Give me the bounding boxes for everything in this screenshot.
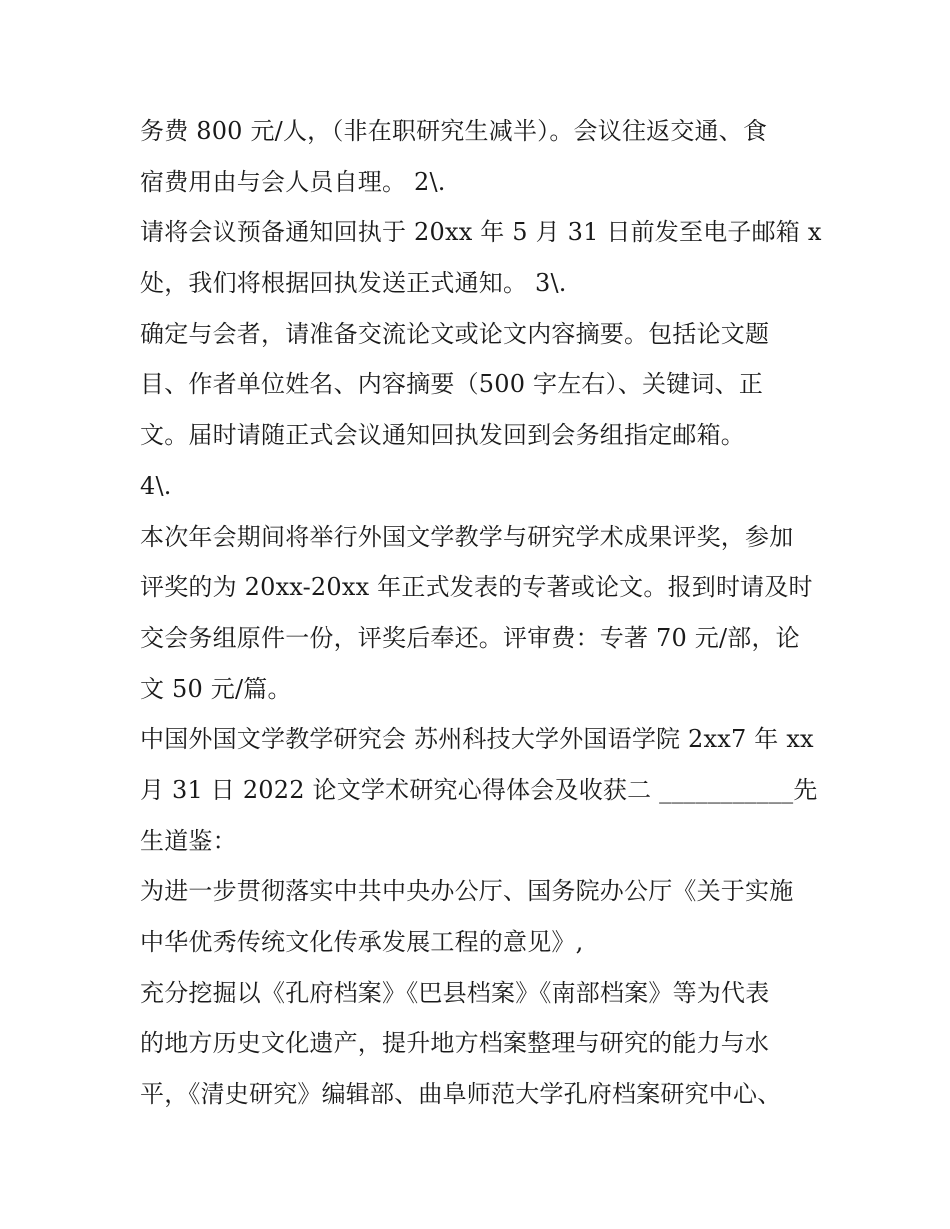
text-line: 中国外国文学教学研究会 苏州科技大学外国语学院 2xx7 年 xx: [140, 725, 814, 754]
text-line: 确定与会者，请准备交流论文或论文内容摘要。包括论文题: [140, 319, 770, 348]
text-line: 文。届时请随正式会议通知回执发回到会务组指定邮箱。: [140, 421, 745, 450]
text-line: 处，我们将根据回执发送正式通知。 3\.: [140, 269, 567, 298]
text-line: 本次年会期间将举行外国文学教学与研究学术成果评奖，参加: [140, 522, 794, 551]
text-line: 月 31 日 2022 论文学术研究心得体会及收获二 ___________先: [140, 775, 818, 804]
text-line: 充分挖掘以《孔府档案》《巴县档案》《南部档案》等为代表: [140, 978, 770, 1007]
text-line: 中华优秀传统文化传承发展工程的意见》,: [140, 928, 584, 956]
document-body: [140, 106, 820, 1120]
text-line: 务费 800 元/人，（非在职研究生减半）。会议往返交通、食: [140, 117, 768, 145]
text-line: 宿费用由与会人员自理。 2\.: [140, 167, 446, 196]
text-line: 生道鉴：: [140, 826, 237, 855]
text-line: 文 50 元/篇。: [140, 674, 292, 703]
text-line: 为进一步贯彻落实中共中央办公厅、国务院办公厅《关于实施: [140, 877, 794, 906]
text-line: 4\.: [140, 471, 172, 500]
text-line: 的地方历史文化遗产，提升地方档案整理与研究的能力与水: [140, 1029, 770, 1058]
text-line: 评奖的为 20xx-20xx 年正式发表的专著或论文。报到时请及时: [140, 573, 813, 602]
text-line: 平，《清史研究》编辑部、曲阜师范大学孔府档案研究中心、: [140, 1080, 782, 1109]
text-line: 请将会议预备通知回执于 20xx 年 5 月 31 日前发至电子邮箱 x: [140, 218, 822, 247]
text-line: 目、作者单位姓名、内容摘要（500 字左右）、关键词、正: [140, 370, 764, 399]
text-line: 交会务组原件一份，评奖后奉还。评审费：专著 70 元/部，论: [140, 623, 800, 652]
